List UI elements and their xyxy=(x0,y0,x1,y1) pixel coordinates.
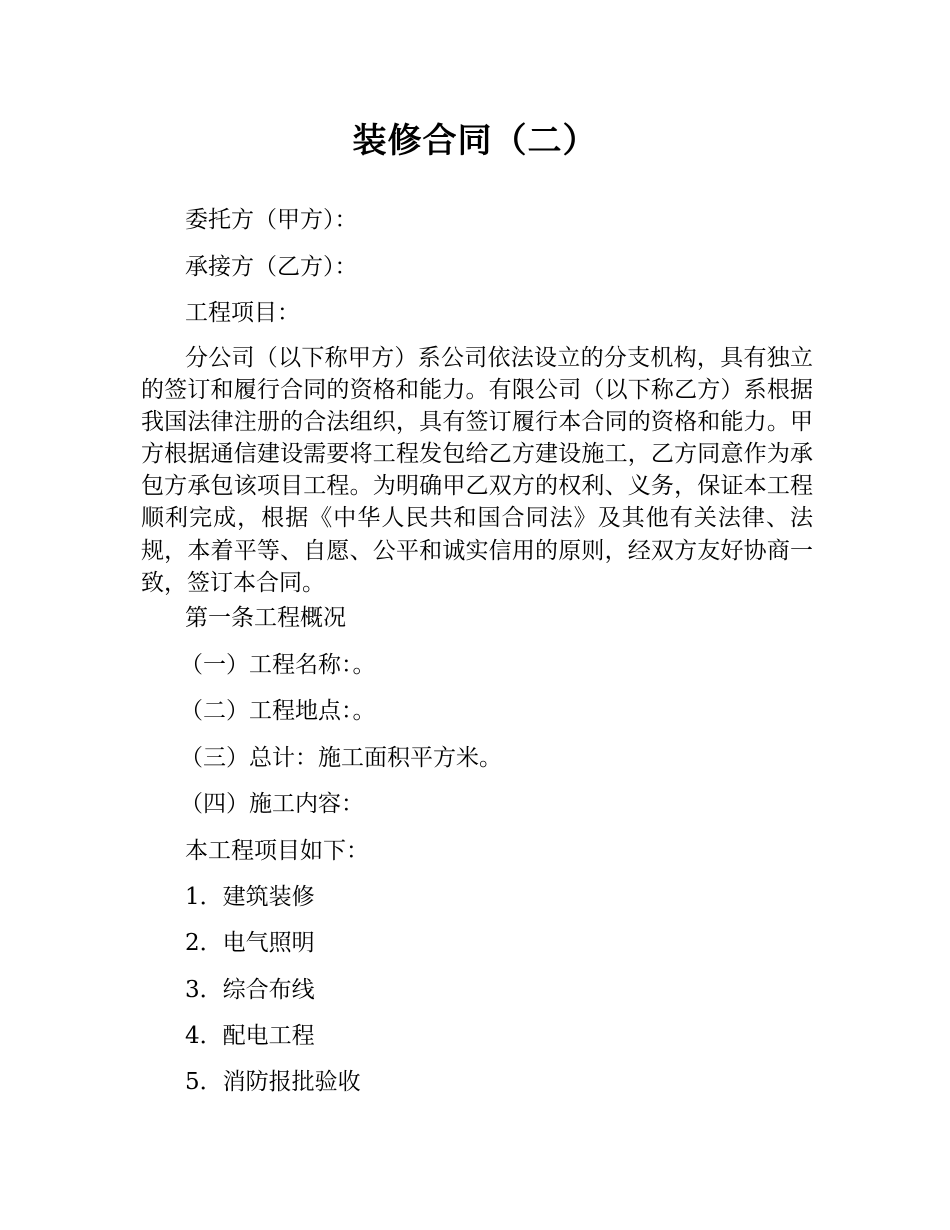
article-1-heading: 第一条工程概况 xyxy=(185,605,346,631)
project-list-item: 5．消防报批验收 xyxy=(185,1069,361,1095)
client-party-label: 委托方（甲方）： xyxy=(185,207,358,233)
preamble-paragraph: 分公司（以下称甲方）系公司依法设立的分支机构，具有独立的签订和履行合同的资格和能力。有限公司（以下称乙方）系根据我国法律注册的合法组织，具有签订履行本合同的资格和能力。甲方根据通信建设需要将工程发包给乙方建设施工，乙方同意作为承包方承包该项目工程。为明确甲乙双方的权利、义务，保证本工程顺利完成，根据《中华人民共和国合同法》及其他有关法律、法规，本着平等、自愿、公平和诚实信用的原则，经双方友好协商一致，签订本合同。 xyxy=(141,345,813,596)
article-1-item-area: （三）总计：施工面积平方米。 xyxy=(180,745,502,771)
article-1-item-content: （四）施工内容： xyxy=(180,791,364,817)
project-list-item: 3．综合布线 xyxy=(185,977,315,1003)
contractor-party-label: 承接方（乙方）： xyxy=(185,254,358,280)
project-list-item: 2．电气照明 xyxy=(185,930,315,956)
project-list-item: 1．建筑装修 xyxy=(185,884,315,910)
project-label: 工程项目： xyxy=(185,300,300,326)
project-list-item: 4．配电工程 xyxy=(185,1023,315,1049)
document-title: 装修合同（二） xyxy=(352,121,598,161)
article-1-item-name: （一）工程名称：。 xyxy=(180,652,376,678)
article-1-item-location: （二）工程地点：。 xyxy=(180,698,376,724)
project-list-intro: 本工程项目如下： xyxy=(185,838,369,864)
